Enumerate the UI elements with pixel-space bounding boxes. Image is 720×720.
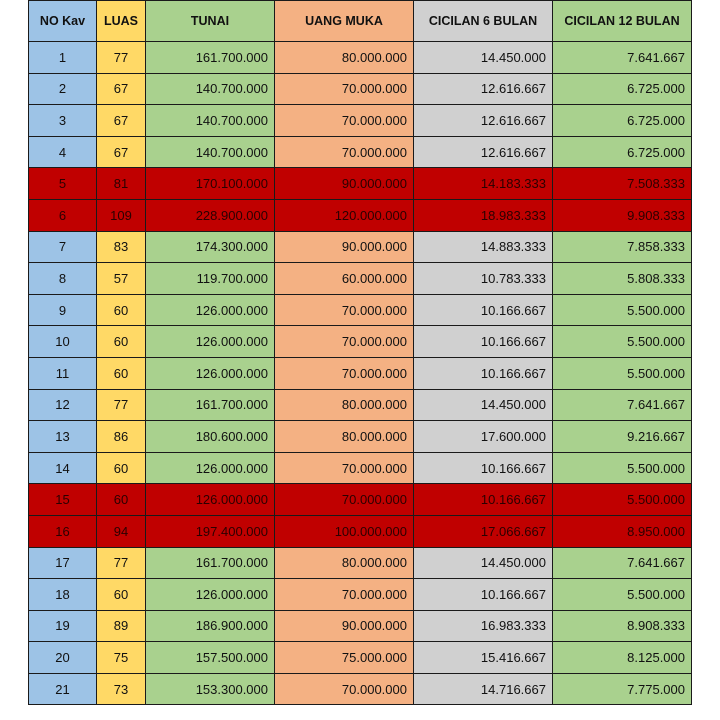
cell-tunai: 197.400.000 [146, 515, 275, 547]
cell-no-kav: 18 [29, 579, 97, 611]
cell-cicilan-6: 14.450.000 [414, 389, 553, 421]
header-tunai: TUNAI [146, 1, 275, 42]
cell-no-kav: 5 [29, 168, 97, 200]
table-row [29, 136, 692, 168]
cell-cicilan-6: 10.166.667 [414, 294, 553, 326]
table-row [29, 452, 692, 484]
header-luas: LUAS [97, 1, 146, 42]
cell-tunai: 126.000.000 [146, 357, 275, 389]
cell-luas: 77 [97, 389, 146, 421]
table-row [29, 42, 692, 74]
cell-tunai: 119.700.000 [146, 263, 275, 295]
cell-cicilan-12: 8.125.000 [553, 642, 692, 674]
cell-uang-muka: 80.000.000 [275, 421, 414, 453]
table-row [29, 73, 692, 105]
cell-tunai: 186.900.000 [146, 610, 275, 642]
cell-no-kav: 17 [29, 547, 97, 579]
cell-luas: 77 [97, 42, 146, 74]
cell-luas: 86 [97, 421, 146, 453]
cell-tunai: 174.300.000 [146, 231, 275, 263]
cell-tunai: 126.000.000 [146, 326, 275, 358]
cell-no-kav: 6 [29, 199, 97, 231]
cell-uang-muka: 90.000.000 [275, 231, 414, 263]
cell-tunai: 228.900.000 [146, 199, 275, 231]
cell-luas: 109 [97, 199, 146, 231]
cell-uang-muka: 70.000.000 [275, 357, 414, 389]
header-uang-muka: UANG MUKA [275, 1, 414, 42]
table-row [29, 673, 692, 705]
cell-uang-muka: 90.000.000 [275, 610, 414, 642]
cell-cicilan-12: 7.641.667 [553, 42, 692, 74]
cell-cicilan-6: 14.450.000 [414, 547, 553, 579]
cell-luas: 60 [97, 484, 146, 516]
cell-cicilan-12: 7.641.667 [553, 389, 692, 421]
cell-no-kav: 10 [29, 326, 97, 358]
cell-cicilan-6: 17.600.000 [414, 421, 553, 453]
cell-uang-muka: 60.000.000 [275, 263, 414, 295]
table-row [29, 326, 692, 358]
cell-uang-muka: 75.000.000 [275, 642, 414, 674]
cell-luas: 60 [97, 579, 146, 611]
cell-uang-muka: 70.000.000 [275, 294, 414, 326]
cell-tunai: 157.500.000 [146, 642, 275, 674]
cell-cicilan-12: 8.908.333 [553, 610, 692, 642]
cell-uang-muka: 70.000.000 [275, 73, 414, 105]
cell-tunai: 140.700.000 [146, 136, 275, 168]
cell-luas: 60 [97, 294, 146, 326]
cell-tunai: 161.700.000 [146, 42, 275, 74]
cell-cicilan-12: 9.908.333 [553, 199, 692, 231]
cell-uang-muka: 70.000.000 [275, 136, 414, 168]
cell-no-kav: 8 [29, 263, 97, 295]
table-row [29, 357, 692, 389]
cell-cicilan-12: 5.500.000 [553, 294, 692, 326]
cell-cicilan-12: 5.500.000 [553, 357, 692, 389]
cell-cicilan-6: 12.616.667 [414, 105, 553, 137]
header-cicilan-6: CICILAN 6 BULAN [414, 1, 553, 42]
cell-luas: 94 [97, 515, 146, 547]
cell-uang-muka: 80.000.000 [275, 42, 414, 74]
cell-tunai: 153.300.000 [146, 673, 275, 705]
cell-cicilan-12: 6.725.000 [553, 136, 692, 168]
cell-no-kav: 19 [29, 610, 97, 642]
header-no-kav: NO Kav [29, 1, 97, 42]
cell-cicilan-6: 10.166.667 [414, 452, 553, 484]
cell-no-kav: 9 [29, 294, 97, 326]
table-row [29, 610, 692, 642]
cell-no-kav: 20 [29, 642, 97, 674]
table-row [29, 199, 692, 231]
cell-tunai: 126.000.000 [146, 294, 275, 326]
table-row [29, 484, 692, 516]
cell-uang-muka: 80.000.000 [275, 547, 414, 579]
cell-cicilan-6: 18.983.333 [414, 199, 553, 231]
cell-tunai: 126.000.000 [146, 579, 275, 611]
cell-no-kav: 1 [29, 42, 97, 74]
cell-cicilan-12: 5.500.000 [553, 452, 692, 484]
cell-tunai: 161.700.000 [146, 547, 275, 579]
table-row [29, 168, 692, 200]
table-row [29, 263, 692, 295]
cell-tunai: 140.700.000 [146, 73, 275, 105]
table-row [29, 547, 692, 579]
cell-tunai: 126.000.000 [146, 452, 275, 484]
cell-uang-muka: 70.000.000 [275, 452, 414, 484]
cell-cicilan-6: 12.616.667 [414, 73, 553, 105]
cell-cicilan-12: 5.500.000 [553, 579, 692, 611]
cell-luas: 67 [97, 105, 146, 137]
table-row [29, 579, 692, 611]
cell-cicilan-12: 7.775.000 [553, 673, 692, 705]
cell-cicilan-6: 15.416.667 [414, 642, 553, 674]
cell-cicilan-6: 16.983.333 [414, 610, 553, 642]
cell-cicilan-12: 7.508.333 [553, 168, 692, 200]
cell-no-kav: 2 [29, 73, 97, 105]
header-row [29, 1, 692, 42]
cell-cicilan-12: 8.950.000 [553, 515, 692, 547]
cell-cicilan-6: 14.183.333 [414, 168, 553, 200]
cell-luas: 67 [97, 73, 146, 105]
cell-cicilan-6: 12.616.667 [414, 136, 553, 168]
cell-cicilan-6: 10.166.667 [414, 357, 553, 389]
cell-cicilan-6: 14.716.667 [414, 673, 553, 705]
cell-uang-muka: 100.000.000 [275, 515, 414, 547]
cell-uang-muka: 70.000.000 [275, 579, 414, 611]
cell-cicilan-6: 10.166.667 [414, 484, 553, 516]
cell-cicilan-6: 10.783.333 [414, 263, 553, 295]
cell-cicilan-6: 14.450.000 [414, 42, 553, 74]
cell-tunai: 126.000.000 [146, 484, 275, 516]
cell-luas: 73 [97, 673, 146, 705]
cell-cicilan-12: 6.725.000 [553, 105, 692, 137]
cell-cicilan-12: 7.858.333 [553, 231, 692, 263]
header-cicilan-12: CICILAN 12 BULAN [553, 1, 692, 42]
price-table [28, 0, 692, 705]
cell-tunai: 140.700.000 [146, 105, 275, 137]
cell-luas: 60 [97, 326, 146, 358]
cell-uang-muka: 70.000.000 [275, 326, 414, 358]
cell-cicilan-12: 7.641.667 [553, 547, 692, 579]
cell-no-kav: 3 [29, 105, 97, 137]
cell-luas: 67 [97, 136, 146, 168]
cell-cicilan-12: 5.500.000 [553, 326, 692, 358]
cell-luas: 83 [97, 231, 146, 263]
table-row [29, 389, 692, 421]
cell-cicilan-6: 17.066.667 [414, 515, 553, 547]
cell-tunai: 161.700.000 [146, 389, 275, 421]
cell-cicilan-12: 9.216.667 [553, 421, 692, 453]
cell-no-kav: 14 [29, 452, 97, 484]
cell-tunai: 180.600.000 [146, 421, 275, 453]
cell-cicilan-6: 10.166.667 [414, 326, 553, 358]
cell-luas: 60 [97, 452, 146, 484]
cell-luas: 81 [97, 168, 146, 200]
cell-no-kav: 12 [29, 389, 97, 421]
cell-uang-muka: 90.000.000 [275, 168, 414, 200]
cell-no-kav: 21 [29, 673, 97, 705]
cell-no-kav: 16 [29, 515, 97, 547]
table-row [29, 231, 692, 263]
cell-uang-muka: 120.000.000 [275, 199, 414, 231]
cell-luas: 57 [97, 263, 146, 295]
cell-cicilan-6: 14.883.333 [414, 231, 553, 263]
cell-luas: 89 [97, 610, 146, 642]
cell-luas: 60 [97, 357, 146, 389]
cell-uang-muka: 70.000.000 [275, 673, 414, 705]
cell-cicilan-12: 5.500.000 [553, 484, 692, 516]
table-row [29, 642, 692, 674]
table-row [29, 105, 692, 137]
table-row [29, 515, 692, 547]
cell-cicilan-12: 6.725.000 [553, 73, 692, 105]
cell-no-kav: 4 [29, 136, 97, 168]
cell-cicilan-12: 5.808.333 [553, 263, 692, 295]
table-row [29, 421, 692, 453]
cell-cicilan-6: 10.166.667 [414, 579, 553, 611]
cell-luas: 77 [97, 547, 146, 579]
cell-no-kav: 11 [29, 357, 97, 389]
cell-tunai: 170.100.000 [146, 168, 275, 200]
cell-no-kav: 7 [29, 231, 97, 263]
cell-no-kav: 15 [29, 484, 97, 516]
cell-no-kav: 13 [29, 421, 97, 453]
cell-uang-muka: 70.000.000 [275, 105, 414, 137]
cell-uang-muka: 70.000.000 [275, 484, 414, 516]
table-row [29, 294, 692, 326]
cell-uang-muka: 80.000.000 [275, 389, 414, 421]
cell-luas: 75 [97, 642, 146, 674]
